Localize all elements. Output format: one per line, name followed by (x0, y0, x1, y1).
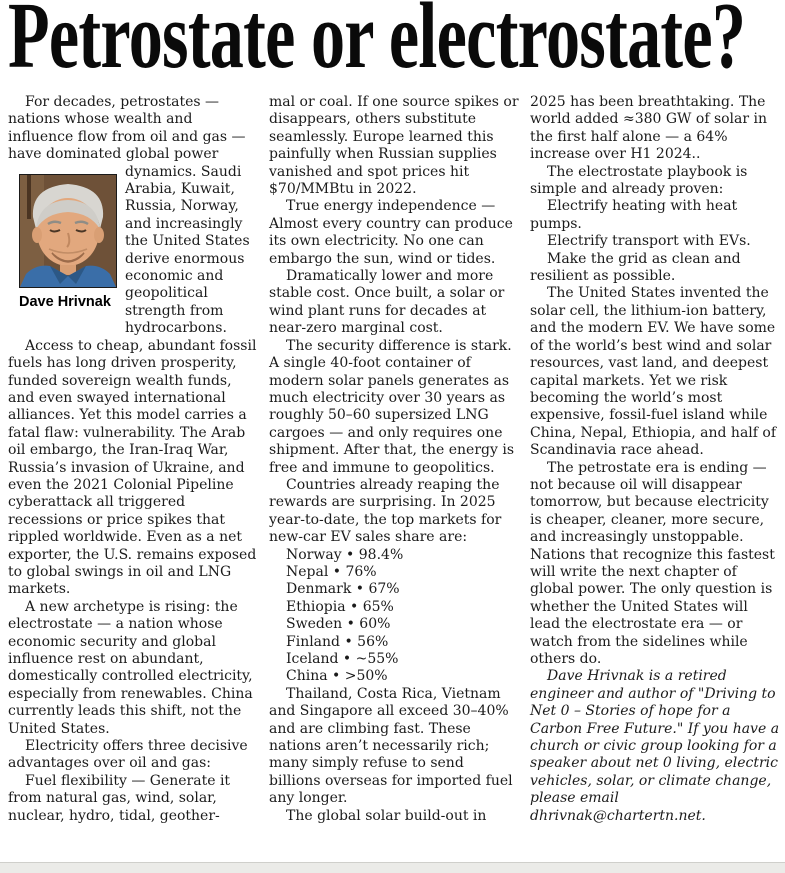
article-paragraph: The security difference is stark. A single 40-foot container of modern solar panels generates as much electricity over 30 years as roughly 50–60 supersized LNG cargoes — and only requires one shipment. After that, the energy is free and immune to geopolitics. (269, 337, 514, 476)
article-paragraph: 2025 has been breathtaking. The world added ≈380 GW of solar in the first half alone — a 64% increase over H1 2024.. (530, 94, 768, 163)
ev-share-item: Finland • 56% (286, 633, 389, 650)
author-bio-paragraph: Dave Hrivnak is a retired engineer and author of "Driving to Net 0 – Stories of hope for a Carbon Free Future." If you have a church or civic group looking for a speaker about net 0 living, electric vehicles, solar, or climate change, please email dhrivnak@chartertn.net. (530, 668, 780, 824)
article-paragraph: True energy independence — Almost every country can produce its own electricity. No one can embargo the sun, wind or tides. (269, 198, 513, 267)
article-column-3 (530, 94, 780, 858)
page-bottom-strip (0, 862, 785, 873)
ev-share-item: Sweden • 60% (286, 616, 391, 633)
article-paragraph: Make the grid as clean and resilient as possible. (530, 250, 741, 285)
ev-share-item: Iceland • ~55% (286, 651, 399, 667)
article-paragraph: Electrify heating with heat pumps. (530, 198, 738, 232)
article-paragraph: The United States invented the solar cell, the lithium-ion battery, and the modern EV. We have some of the world’s best wind and solar resources, vast land, and deepest capital markets. Yet we risk becoming the world’s most expensive, fossil-fuel island while China, Nepal, Ethiopia, and half of Scandinavia race ahead. (530, 285, 777, 459)
article-title: Petrostate or electrostate? (8, 0, 746, 88)
article-column-1 (8, 94, 258, 858)
article-paragraph: Access to cheap, abundant fossil fuels has long driven prosperity, funded sovereign wealth funds, and even swayed international alliances. Yet this model carries a fatal flaw: vulnerability. The Arab oil embargo, the Iran-Iraq War, Russia’s invasion of Ukraine, and even the 2021 Colonial Pipeline cyberattack all triggered recessions or price spikes that rippled worldwide. Even as a net exporter, the U.S. remains exposed to global swings in oil and LNG markets. (8, 337, 257, 598)
article-paragraph: Fuel flexibility — Generate it from natural gas, wind, solar, nuclear, hydro, tidal, geother- (8, 772, 231, 824)
article-paragraph: Countries already reaping the rewards are surprising. In 2025 year-to-date, the top markets for new-car EV sales share are: (269, 476, 502, 546)
article-paragraph: mal or coal. If one source spikes or disappears, others substitute seamlessly. Europe learned this painfully when Russian supplies vanished and spot prices hit $70/MMBtu in 2022. (269, 94, 519, 198)
article-paragraph: The global solar build-out in (286, 807, 487, 824)
article-body (0, 94, 785, 858)
article-paragraph: The petrostate era is ending — not because oil will disappear tomorrow, but because electricity is cheaper, cleaner, more secure, and increasingly unstoppable. Nations that recognize this fastest will write the next chapter of global power. The only question is whether the United States will lead the electrostate era — or watch from the sidelines while others do. (530, 459, 775, 667)
article-paragraph: Electricity offers three decisive advantages over oil and gas: (8, 738, 248, 772)
photo-caption: Dave Hrivnak (19, 293, 111, 310)
ev-share-item: Nepal • 76% (286, 563, 377, 580)
ev-share-item: Norway • 98.4% (286, 546, 404, 563)
article-paragraph: The electrostate playbook is simple and already proven: (530, 163, 748, 198)
article-paragraph: A new archetype is rising: the electrostate — a nation whose economic security and global influence rest on abundant, domestically controlled electricity, especially from renewables. China currently leads this shift, not the United States. (8, 598, 253, 737)
ev-sales-share-list (269, 547, 519, 686)
article-paragraph: Thailand, Costa Rica, Vietnam and Singapore all exceed 30–40% and are climbing fast. These nations aren’t necessarily rich; many simply refuse to send billions overseas for imported fuel any longer. (269, 685, 513, 807)
headline-area (0, 0, 785, 88)
article-paragraph: Dramatically lower and more stable cost. Once built, a solar or wind plant runs for decades at near-zero marginal cost. (269, 268, 505, 337)
author-portrait-photo (19, 174, 117, 288)
article-paragraph: Electrify transport with EVs. (547, 233, 751, 250)
ev-share-item: China • >50% (286, 668, 388, 685)
ev-share-item: Ethiopia • 65% (286, 598, 394, 615)
article-column-2 (269, 94, 519, 858)
ev-share-item: Denmark • 67% (286, 581, 400, 598)
author-photo (19, 174, 117, 311)
article-paragraph: For decades, petrostates — nations whose wealth and influence flow from oil and gas — have dominated global power (8, 94, 246, 163)
article-paragraph: dynamics. Saudi Arabia, Kuwait, Russia, Norway, and increasingly the United States derive enormous economic and geopolitical strength from hydrocarbons. (125, 163, 250, 337)
